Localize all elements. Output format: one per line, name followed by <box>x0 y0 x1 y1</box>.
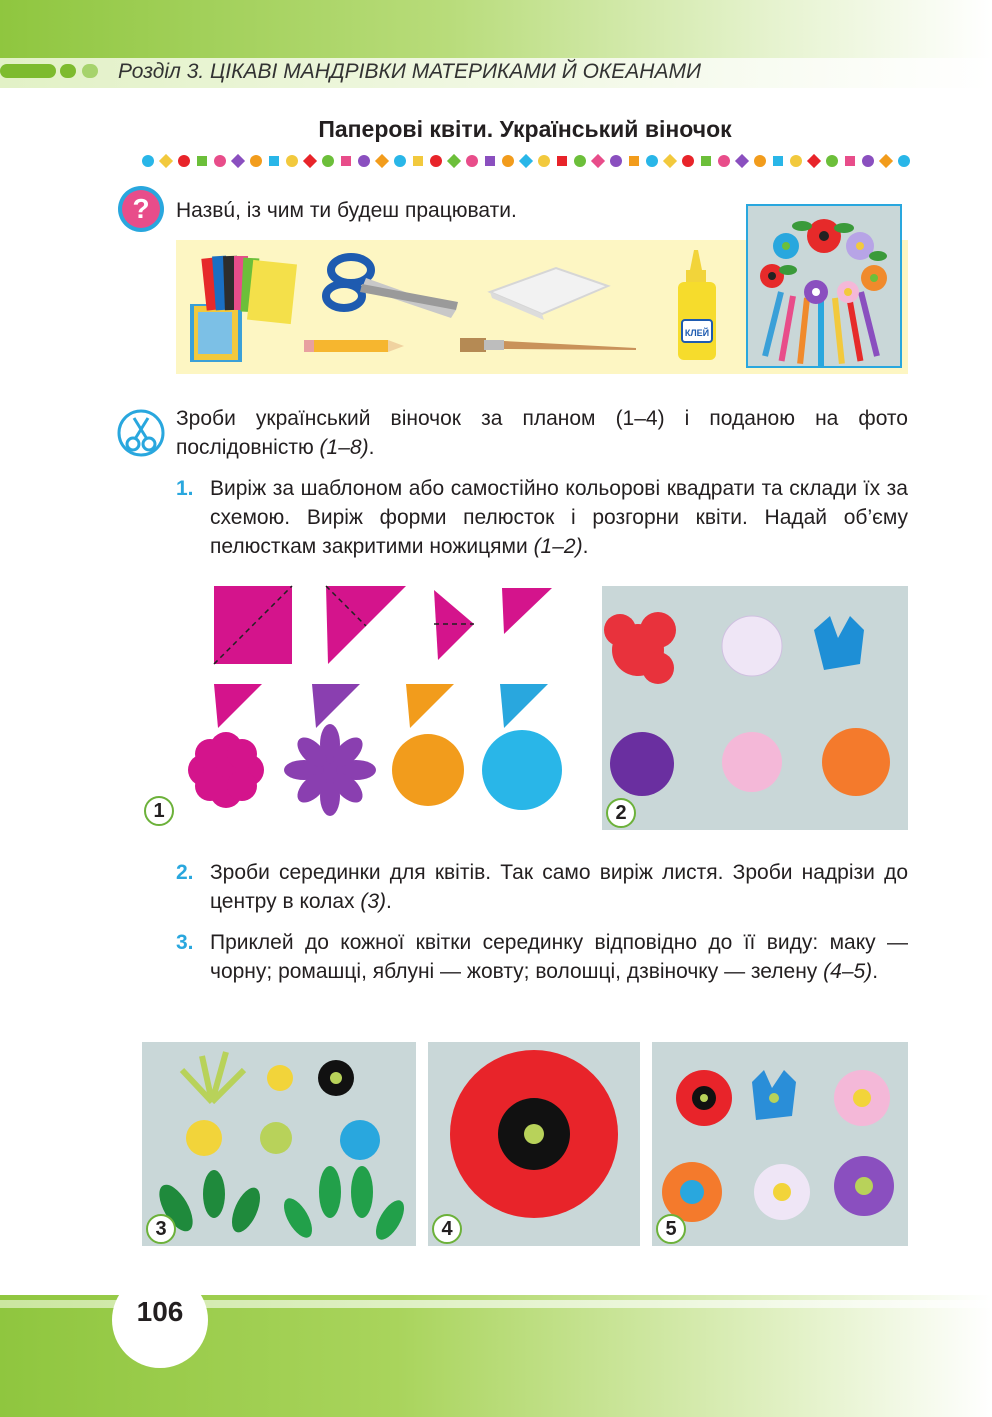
decorative-shape <box>682 155 694 167</box>
decorative-shape <box>629 156 639 166</box>
task-intro-text: Зроби український віночок за планом (1–4) і поданою на фото послідовністю <box>176 407 908 459</box>
decorative-shape <box>358 155 370 167</box>
step2-body: Зроби серединки для квітів. Так само виріж листя. Зроби надрізи до центру в колах <box>210 861 908 913</box>
decorative-shape <box>701 156 711 166</box>
figure3-parts <box>142 1042 416 1246</box>
decorative-shape <box>898 155 910 167</box>
scissors-task-icon <box>116 408 166 458</box>
page-number: 106 <box>136 1296 184 1327</box>
decorative-shape <box>807 154 821 168</box>
decorative-shape <box>375 154 389 168</box>
decorative-shape <box>754 155 766 167</box>
decorative-shape <box>879 154 893 168</box>
header-bar <box>0 64 56 78</box>
step1-number: 1. <box>176 477 194 500</box>
header-dot <box>82 64 98 78</box>
napkin-icon <box>490 268 608 320</box>
brush-icon <box>460 338 636 352</box>
step3-number: 3. <box>176 931 194 954</box>
decorative-shape <box>250 155 262 167</box>
scissors-icon <box>326 257 458 318</box>
decorative-shape <box>862 155 874 167</box>
pink-flower-shape <box>188 732 264 808</box>
pencil-icon <box>304 340 404 352</box>
colored-paper-icon <box>190 256 297 362</box>
step3-text: Приклей до кожної квітки серединку відповідно до її виду: маку — чорну; ромашці, яблуні — жовту; волошці, дзвіночку — зелену (4–5). <box>210 931 908 983</box>
materials-illustration <box>176 240 746 374</box>
page-title: Паперові квіти. Український віночок <box>318 116 732 142</box>
decorative-shape <box>159 154 173 168</box>
decorative-shape <box>557 156 567 166</box>
decorative-shape <box>322 155 334 167</box>
wreath-photo <box>746 204 902 368</box>
question-text: Назвú, із чим ти будеш працювати. <box>176 199 517 222</box>
chapter-title: Розділ 3. ЦІКАВІ МАНДРІВКИ МАТЕРИКАМИ Й ОКЕАНАМИ <box>118 60 701 83</box>
decorative-shape <box>610 155 622 167</box>
figure3-photo <box>142 1042 416 1246</box>
decorative-shape <box>303 154 317 168</box>
figure3-badge: 3 <box>146 1214 176 1244</box>
figure5-badge: 5 <box>656 1214 686 1244</box>
figure4-photo <box>428 1042 640 1246</box>
figure1-folding-schema <box>140 580 580 830</box>
decorative-shape <box>773 156 783 166</box>
glue-bottle-icon <box>678 250 716 360</box>
figure5-flowers <box>652 1042 908 1246</box>
step1-ref: (1–2) <box>533 535 583 558</box>
decorative-shape <box>826 155 838 167</box>
figure5-photo <box>652 1042 908 1246</box>
decorative-shape <box>214 155 226 167</box>
decorative-shape <box>485 156 495 166</box>
decorative-shape <box>197 156 207 166</box>
decorative-shape <box>286 155 298 167</box>
decorative-shape <box>430 155 442 167</box>
task-intro-ref: (1–8) <box>319 436 369 459</box>
decorative-shape <box>718 155 730 167</box>
figure1-badge: 1 <box>144 796 174 826</box>
step2-text: Зроби серединки для квітів. Так само виріж листя. Зроби надрізи до центру в колах (3). <box>210 861 908 913</box>
orange-flower-shape <box>392 734 464 806</box>
decorative-shape <box>231 154 245 168</box>
glue-label: КЛЕЙ <box>684 328 710 338</box>
decorative-shape <box>178 155 190 167</box>
blue-flower-shape <box>482 730 562 810</box>
decorative-shape <box>413 156 423 166</box>
decorative-shape <box>502 155 514 167</box>
step1-body: Виріж за шаблоном або самостійно кольорові квадрати та склади їх за схемою. Виріж форми пелюсток і розгорни квіти. Надай об’єму пелюсткам закритими ножицями <box>210 477 908 558</box>
step3-body: Приклей до кожної квітки серединку відповідно до її виду: маку — чорну; ромашці, яблуні — жовту; волошці, дзвіночку — зелену <box>210 931 908 983</box>
question-icon <box>116 184 166 234</box>
decorative-shape <box>663 154 677 168</box>
decorative-shape <box>447 154 461 168</box>
step3-ref: (4–5) <box>823 960 873 983</box>
figure4-badge: 4 <box>432 1214 462 1244</box>
step1-text: Виріж за шаблоном або самостійно кольорові квадрати та склади їх за схемою. Виріж форми пелюсток і розгорни квіти. Надай об’єму пелюсткам закритими ножицями (1–2). <box>210 477 908 558</box>
decorative-shape-row <box>140 154 920 168</box>
decorative-shape <box>394 155 406 167</box>
figure2-flowers <box>602 586 908 830</box>
decorative-shape <box>466 155 478 167</box>
svg-text:?: ? <box>132 193 150 224</box>
decorative-shape <box>341 156 351 166</box>
decorative-shape <box>790 155 802 167</box>
header-dot <box>60 64 76 78</box>
decorative-shape <box>142 155 154 167</box>
decorative-shape <box>591 154 605 168</box>
figure2-badge: 2 <box>606 798 636 828</box>
step2-ref: (3) <box>360 890 387 913</box>
task-intro: Зроби український віночок за планом (1–4) і поданою на фото послідовністю (1–8). <box>176 407 908 459</box>
figure4-poppy <box>428 1042 640 1246</box>
decorative-shape <box>519 154 533 168</box>
decorative-shape <box>735 154 749 168</box>
decorative-shape <box>574 155 586 167</box>
purple-flower-shape <box>284 724 376 816</box>
decorative-shape <box>538 155 550 167</box>
decorative-shape <box>269 156 279 166</box>
figure2-photo <box>602 586 908 830</box>
step2-number: 2. <box>176 861 194 884</box>
decorative-shape <box>646 155 658 167</box>
decorative-shape <box>845 156 855 166</box>
wreath-illustration <box>748 206 900 366</box>
